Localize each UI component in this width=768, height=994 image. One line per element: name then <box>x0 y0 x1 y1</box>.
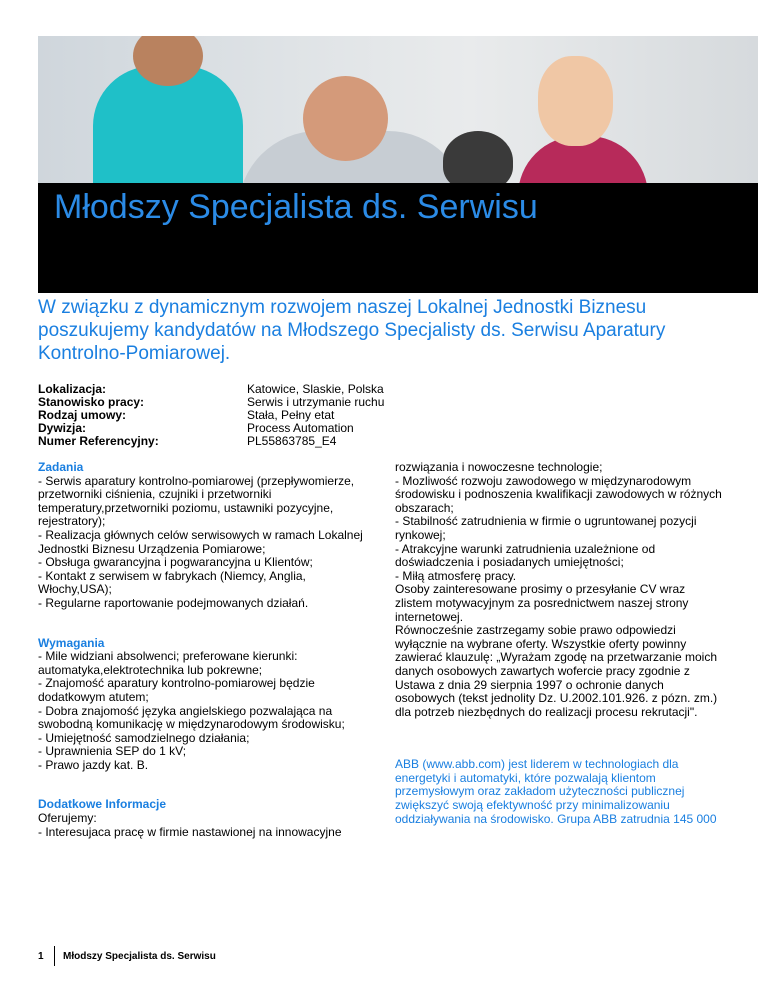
abb-text-line: ABB (www.abb.com) jest liderem w technologiach dla <box>395 757 679 772</box>
abb-text-line: oddziaływania na środowisko. Grupa ABB zatrudnia 145 000 <box>395 811 717 826</box>
meta-label: Numer Referencyjny: <box>38 434 159 448</box>
text-line: - Interesujaca pracę w firmie nastawionej na innowacyjne <box>38 824 342 839</box>
text-line: - Atrakcyjne warunki zatrudnienia uzależnione od <box>395 541 656 556</box>
right-column <box>395 461 735 826</box>
text-line: Włochy,USA); <box>38 582 112 597</box>
meta-value: PL55863785_E4 <box>247 434 337 448</box>
text-line: - Kontakt z serwisem w fabrykach (Niemcy, Anglia, <box>38 568 306 583</box>
text-line: - Realizacja głównych celów serwisowych w ramach Lokalnej <box>38 527 363 542</box>
person-front-head <box>443 131 513 191</box>
spacer <box>38 611 368 624</box>
page-title: Młodszy Specjalista ds. Serwisu <box>54 188 538 226</box>
text-line: - Obsługa gwarancyjna i pogwarancyjna u Klientów; <box>38 555 313 570</box>
page-footer <box>38 946 216 966</box>
abb-text-line: przemysłowym oraz zakładom użyteczności publicznej <box>395 784 685 799</box>
text-line: zlistem motywacyjnym za posrednictwem naszej strony <box>395 595 689 610</box>
meta-label: Rodzaj umowy: <box>38 408 127 422</box>
text-line: - Dobra znajomość języka angielskiego pozwalająca na <box>38 703 333 718</box>
person-center-head <box>303 76 388 161</box>
meta-row <box>38 435 468 448</box>
text-line: - Znajomość aparatury kontrolno-pomiarowej będzie <box>38 676 315 691</box>
text-line: automatyka,elektrotechnika lub pokrewne; <box>38 662 263 677</box>
text-line: internetowej. <box>395 609 464 624</box>
lead-text: W związku z dynamicznym rozwojem naszej Lokalnej Jednostki Biznesu poszukujemy kandydatów na Młodszego Specjalisty ds. Serwisu Aparatury Kontrolno-Pomiarowej. <box>38 297 666 364</box>
spacer <box>395 719 735 732</box>
text-line: osobowych (tekst jednolity Dz. U.2002.101.926. z pózn. zm.) <box>395 691 718 706</box>
meta-label: Lokalizacja: <box>38 382 107 396</box>
text-line: zawierać klauzulę: „Wyrażam zgodę na przetwarzanie moich <box>395 650 718 665</box>
text-line: dodatkowym atutem; <box>38 689 149 704</box>
left-column <box>38 461 368 839</box>
text-line: - Stabilność zatrudnienia w firmie o ugruntowanej pozycji <box>395 514 697 529</box>
text-line: dla potrzeb niezbędnych do realizacji procesu rekrutacji". <box>395 704 698 719</box>
text-line: rynkowej; <box>395 527 446 542</box>
abb-text-line: zwiększyć swoją efektywność przy minimalizowaniu <box>395 798 670 813</box>
text-line: - Mile widziani absolwenci; preferowane kierunki: <box>38 649 298 664</box>
title-band <box>38 183 758 293</box>
meta-label: Dywizja: <box>38 421 87 435</box>
meta-value: Stała, Pełny etat <box>247 408 335 422</box>
spacer <box>395 732 735 745</box>
text-line: - Mozliwość rozwoju zawodowego w międzynarodowym <box>395 473 692 488</box>
person-right-head <box>538 56 613 146</box>
text-line: doświadczenia i posiadanych umiejętności; <box>395 555 624 570</box>
abb-text-line: energetyki i automatyki, które pozwalają klientom <box>395 770 656 785</box>
text-line: - Regularne raportowanie podejmowanych działań. <box>38 595 309 610</box>
text-line: temperatury,przetworniki poziomu, ustawniki pozycyjne, <box>38 500 334 515</box>
text-line: - Umiejętność samodzielnego działania; <box>38 730 250 745</box>
text-line: - Serwis aparatury kontrolno-pomiarowej (przepływomierze, <box>38 473 355 488</box>
meta-value: Process Automation <box>247 421 354 435</box>
meta-value: Serwis i utrzymanie ruchu <box>247 395 385 409</box>
meta-label: Stanowisko pracy: <box>38 395 145 409</box>
meta-value: Katowice, Slaskie, Polska <box>247 382 384 396</box>
text-line: Osoby zainteresowane prosimy o przesyłanie CV wraz <box>395 582 686 597</box>
text-line: Ustawa z dnia 29 sierpnia 1997 o ochronie danych <box>395 677 664 692</box>
text-line: - Prawo jazdy kat. B. <box>38 757 149 772</box>
text-line: swobodną komunikację w międzynarodowym środowisku; <box>38 717 345 732</box>
text-line: obszarach; <box>395 500 454 515</box>
section-heading-zadania: Zadania <box>38 460 84 474</box>
footer-title: Młodszy Specjalista ds. Serwisu <box>63 950 216 962</box>
text-line: - Uprawnienia SEP do 1 kV; <box>38 744 187 759</box>
job-meta-table <box>38 383 468 448</box>
hero-photo <box>38 36 758 293</box>
text-line: Jednostki Biznesu Urządzenia Pomiarowe; <box>38 541 266 556</box>
spacer <box>38 624 368 637</box>
text-line: rejestratory); <box>38 514 106 529</box>
text-line: danych osobowych zawartych wofercie pracy zgodnie z <box>395 663 690 678</box>
text-line: - Miłą atmosferę pracy. <box>395 568 517 583</box>
footer-divider <box>54 946 55 966</box>
text-line: rozwiązania i nowoczesne technologie; <box>395 460 603 474</box>
page-number: 1 <box>38 950 44 962</box>
text-line: Oferujemy: <box>38 811 97 826</box>
text-line: przetworniki ciśnienia, czujniki i przetworniki <box>38 487 272 502</box>
section-heading-wymagania: Wymagania <box>38 635 105 650</box>
text-line: środowisku i podnoszenia kwalifikacji zawodowych w różnych <box>395 487 722 502</box>
text-line: wyłącznie na wybrane oferty. Wszystkie oferty powinny <box>395 636 687 651</box>
section-heading-dodatkowe: Dodatkowe Informacje <box>38 797 167 812</box>
spacer <box>38 772 368 785</box>
text-line: Równocześnie zastrzegamy sobie prawo odpowiedzi <box>395 623 676 638</box>
